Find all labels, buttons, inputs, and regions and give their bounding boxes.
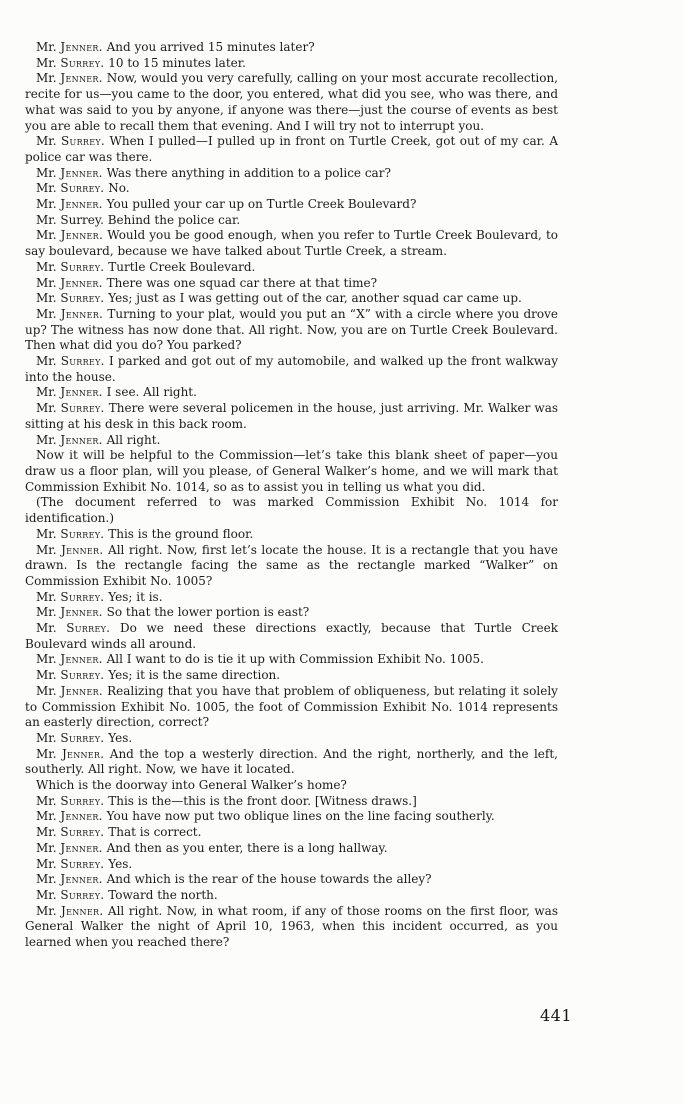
transcript-paragraph (25, 621, 558, 652)
speaker-prefix: Mr. (36, 652, 57, 667)
paragraph-text: Yes; just as I was getting out of the car, another squad car came up. (108, 291, 522, 306)
transcript-paragraph (25, 433, 558, 449)
speaker-prefix: Mr. (36, 228, 57, 243)
speaker-prefix: Mr. (36, 401, 57, 416)
transcript-paragraph (25, 857, 558, 873)
paragraph-text: There was one squad car there at that time? (106, 275, 378, 290)
speaker-prefix: Mr. (36, 793, 57, 808)
speaker-name: Surrey. (60, 181, 105, 196)
transcript-paragraph (25, 904, 558, 951)
paragraph-text: Would you be good enough, when you refer to Turtle Creek Boulevard, to say boulevard, because we have talked about Turtle Creek, a stream. (25, 228, 558, 259)
transcript-paragraph (25, 809, 558, 825)
speaker-name: Jenner. (60, 228, 104, 243)
speaker-name: Jenner. (60, 165, 103, 180)
speaker-name: Surrey. (61, 134, 106, 149)
transcript-paragraph (25, 401, 558, 432)
transcript-paragraph (25, 213, 558, 229)
transcript-paragraph: Which is the doorway into General Walker’s home? (36, 778, 347, 793)
speaker-name: Jenner. (61, 746, 105, 761)
speaker-prefix: Mr. (36, 856, 57, 871)
speaker-prefix: Mr. (36, 291, 57, 306)
transcript-paragraph (25, 307, 558, 354)
speaker-name: Jenner. (60, 840, 103, 855)
speaker-name: Jenner. (60, 385, 103, 400)
paragraph-text: You pulled your car up on Turtle Creek Boulevard? (106, 197, 417, 212)
paragraph-text: Yes. (108, 856, 133, 871)
speaker-prefix: Mr. (36, 134, 57, 149)
speaker-prefix: Mr. (36, 432, 57, 447)
transcript-paragraph (25, 872, 558, 888)
transcript-paragraph (25, 888, 558, 904)
paragraph-text: Turtle Creek Boulevard. (108, 259, 256, 274)
speaker-prefix: Mr. (36, 212, 57, 227)
speaker-prefix: Mr. (36, 385, 57, 400)
transcript-paragraph (25, 684, 558, 731)
transcript-paragraph (25, 71, 558, 134)
speaker-prefix: Mr. (36, 259, 57, 274)
paragraph-text: Was there anything in addition to a police car? (106, 165, 391, 180)
speaker-name: Surrey. (60, 526, 105, 541)
speaker-name: Surrey. (60, 887, 105, 902)
paragraph-text: Do we need these directions exactly, because that Turtle Creek Boulevard winds all around. (25, 621, 558, 651)
speaker-name: Surrey. (66, 621, 111, 636)
transcript-paragraph (25, 276, 558, 292)
speaker-name: Jenner. (60, 683, 104, 698)
paragraph-text: You have now put two oblique lines on the line facing southerly. (106, 809, 495, 824)
speaker-name: Jenner. (60, 432, 103, 447)
speaker-name: Surrey. (60, 793, 105, 808)
speaker-prefix: Mr. (36, 683, 57, 698)
transcript-paragraph (25, 197, 558, 213)
transcript-paragraph (25, 291, 558, 307)
paragraph-text: There were several policemen in the house, just arriving. Mr. Walker was sitting at his desk in this back room. (25, 401, 559, 431)
paragraph-text: 10 to 15 minutes later. (108, 55, 246, 70)
speaker-name: Jenner. (61, 542, 104, 557)
speaker-name: Surrey. (60, 856, 105, 871)
speaker-name: Jenner. (60, 652, 103, 667)
speaker-name: Surrey. (60, 259, 105, 274)
speaker-prefix: Mr. (36, 71, 57, 86)
speaker-prefix: Mr. (36, 730, 57, 745)
speaker-prefix: Mr. (36, 668, 57, 683)
speaker-prefix: Mr. (36, 903, 57, 918)
paragraph-text: So that the lower portion is east? (106, 605, 310, 620)
paragraph-text: That is correct. (108, 825, 202, 840)
transcript-paragraph (25, 794, 558, 810)
paragraph-text: This is the ground floor. (108, 526, 254, 541)
paragraph-text: All right. (106, 432, 161, 447)
paragraph-text: Yes. (108, 730, 133, 745)
speaker-name: Jenner. (60, 872, 103, 887)
transcript-paragraph (25, 590, 558, 606)
paragraph-text: Turning to your plat, would you put an “X” with a circle where you drove up? The witness has now done that. All right. Now, you are on Turtle Creek Boulevard. Then what did you do? You parked? (25, 306, 558, 353)
speaker-name: Jenner. (60, 306, 104, 321)
speaker-name: Jenner. (60, 40, 103, 54)
speaker-name: Surrey. (60, 825, 105, 840)
speaker-prefix: Mr. (36, 526, 57, 541)
paragraph-text: No. (108, 181, 130, 196)
speaker-prefix: Mr. (36, 55, 57, 70)
transcript-paragraph (25, 668, 558, 684)
speaker-prefix: Mr. (36, 746, 57, 761)
speaker-prefix: Mr. (36, 887, 57, 902)
speaker-prefix: Mr. (36, 840, 57, 855)
speaker-prefix: Mr. (36, 542, 57, 557)
paragraph-text: And then as you enter, there is a long hallway. (106, 840, 388, 855)
paragraph-text: Toward the north. (108, 887, 218, 902)
speaker-name: Jenner. (60, 809, 103, 824)
paragraph-text: I see. All right. (106, 385, 197, 400)
transcript-paragraph (25, 56, 558, 72)
transcript-paragraph (25, 181, 558, 197)
page-number: 441 (539, 1006, 572, 1025)
transcript (25, 40, 558, 951)
transcript-paragraph (25, 260, 558, 276)
speaker-prefix: Mr. (36, 605, 57, 620)
paragraph-text: All I want to do is tie it up with Commission Exhibit No. 1005. (106, 652, 484, 667)
transcript-paragraph: Now it will be helpful to the Commission—let’s take this blank sheet of paper—you draw us a floor plan, will you please, of General Walker’s home, and we will mark that Commission Exhibit No. 1014, so as to assist you in telling us what you did. (25, 448, 558, 494)
speaker-name: Surrey. (60, 291, 105, 306)
paragraph-text: Behind the police car. (107, 212, 241, 227)
paragraph-text: Yes; it is. (108, 589, 163, 604)
paragraph-text: Realizing that you have that problem of obliqueness, but relating it solely to Commission Exhibit No. 1005, the foot of Commission Exhibit No. 1014 represents an easterly direction, correct? (25, 683, 558, 730)
transcript-paragraph (25, 134, 558, 165)
paragraph-text: Yes; it is the same direction. (108, 668, 281, 683)
speaker-prefix: Mr. (36, 197, 57, 212)
speaker-prefix: Mr. (36, 40, 57, 54)
paragraph-text: This is the—this is the front door. [Witness draws.] (108, 793, 417, 808)
speaker-prefix: Mr. (36, 872, 57, 887)
paragraph-text: And the top a westerly direction. And the right, northerly, and the left, southerly. All right. Now, we have it located. (25, 746, 558, 777)
speaker-prefix: Mr. (36, 275, 57, 290)
transcript-paragraph (25, 40, 558, 56)
speaker-name: Jenner. (61, 903, 104, 918)
paragraph-text: Now, would you very carefully, calling on your most accurate recollection, recite for us—you came to the door, you entered, what did you see, who was there, and what was said to you by anyone, if anyone was there—just the course of events as best you are able to recall them that evening. And I will try not to interrupt you. (25, 71, 558, 133)
transcript-paragraph (25, 841, 558, 857)
transcript-paragraph (25, 652, 558, 668)
transcript-paragraph (25, 605, 558, 621)
transcript-paragraph (25, 385, 558, 401)
transcript-paragraph: (The document referred to was marked Commission Exhibit No. 1014 for identification.) (25, 495, 558, 526)
speaker-name: Surrey. (60, 212, 104, 227)
paragraph-text: And you arrived 15 minutes later? (106, 40, 315, 54)
speaker-name: Surrey. (60, 354, 105, 369)
speaker-name: Surrey. (60, 401, 105, 416)
paragraph-text: All right. Now, first let’s locate the house. It is a rectangle that you have drawn. Is the rectangle facing the same as the rectangle marked “Walker” on Commission Exhibit No. 1005? (25, 542, 558, 588)
transcript-paragraph (25, 354, 558, 385)
speaker-name: Surrey. (60, 55, 105, 70)
transcript-paragraph (25, 747, 558, 778)
paragraph-text: All right. Now, in what room, if any of those rooms on the first floor, was General Walker the night of April 10, 1963, when this incident occurred, as you learned when you reached there? (25, 903, 558, 950)
paragraph-text: And which is the rear of the house towards the alley? (106, 872, 432, 887)
speaker-prefix: Mr. (36, 825, 57, 840)
speaker-name: Jenner. (60, 275, 103, 290)
transcript-paragraph (25, 527, 558, 543)
speaker-prefix: Mr. (36, 809, 57, 824)
transcript-paragraph (25, 543, 558, 590)
transcript-paragraph (25, 825, 558, 841)
speaker-name: Surrey. (60, 668, 105, 683)
speaker-prefix: Mr. (36, 181, 57, 196)
speaker-name: Surrey. (60, 730, 105, 745)
paragraph-text: I parked and got out of my automobile, and walked up the front walkway into the house. (25, 354, 558, 384)
speaker-name: Jenner. (60, 197, 103, 212)
speaker-prefix: Mr. (36, 165, 57, 180)
transcript-paragraph (25, 228, 558, 259)
speaker-name: Jenner. (60, 71, 103, 86)
speaker-name: Surrey. (60, 589, 105, 604)
speaker-prefix: Mr. (36, 589, 57, 604)
speaker-prefix: Mr. (36, 621, 57, 636)
speaker-prefix: Mr. (36, 306, 57, 321)
transcript-paragraph (25, 166, 558, 182)
transcript-paragraph (25, 731, 558, 747)
speaker-name: Jenner. (60, 605, 103, 620)
paragraph-text: When I pulled—I pulled up in front on Turtle Creek, got out of my car. A police car was there. (25, 134, 558, 164)
speaker-prefix: Mr. (36, 354, 57, 369)
